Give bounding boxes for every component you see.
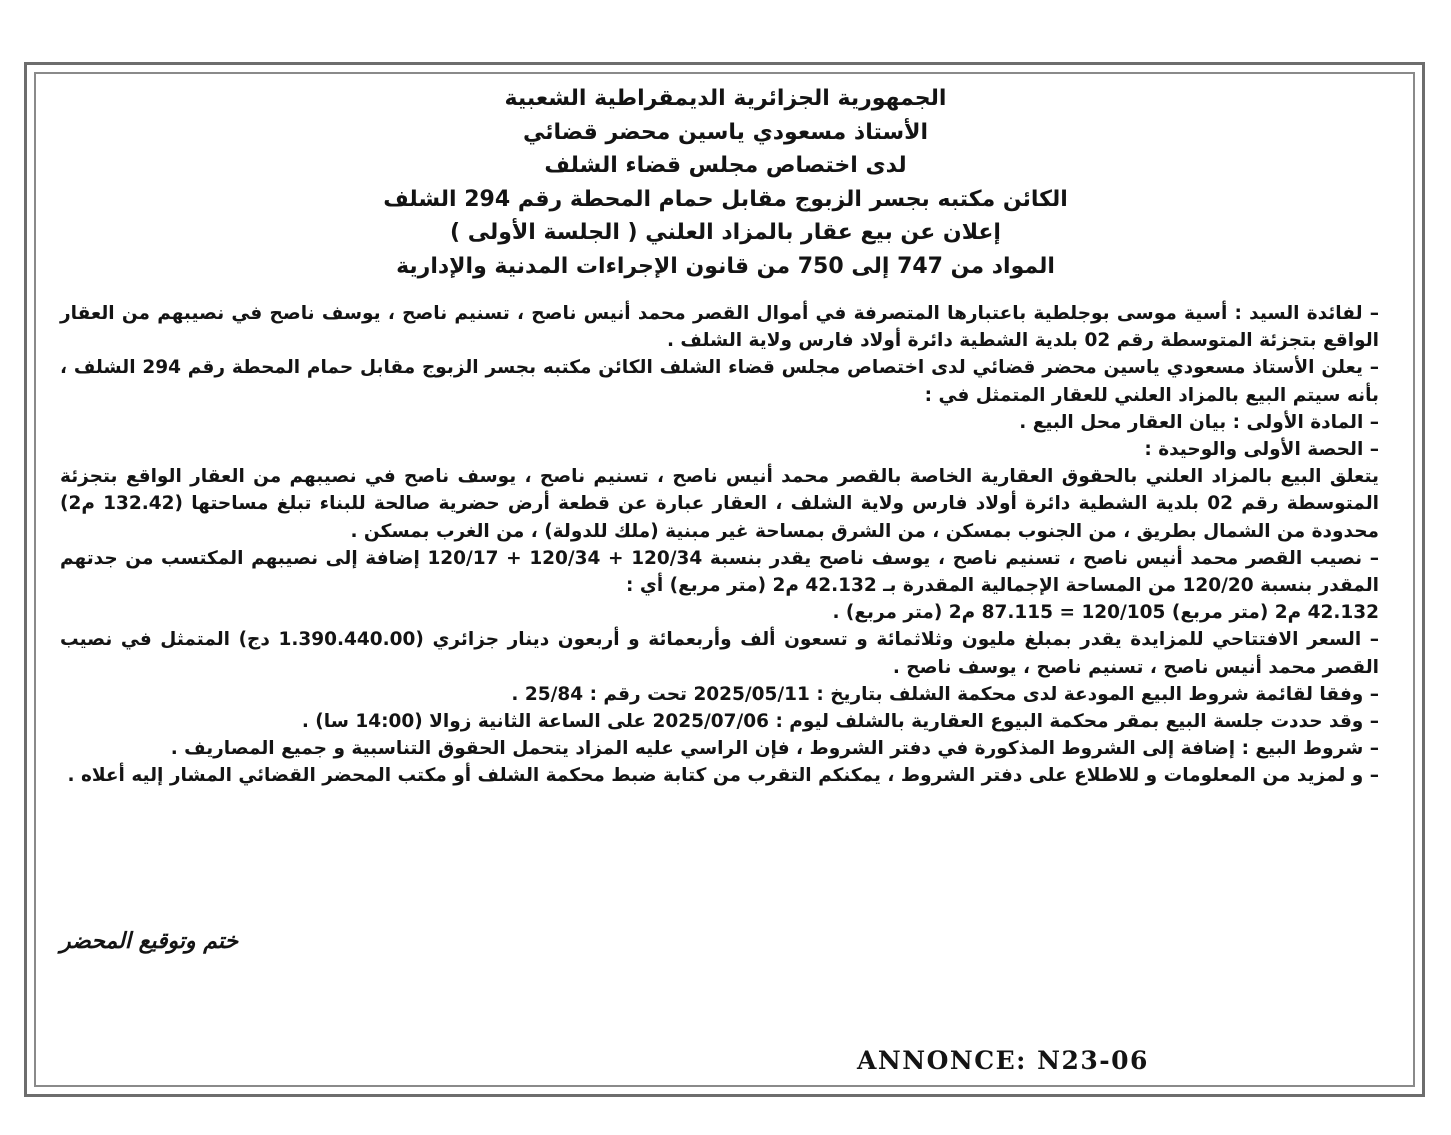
paragraph-beneficiary: – لفائدة السيد : أسية موسى بوجلطية باعتبارها المتصرفة في أموال القصر محمد أنيس ناصح ، تسنيم ناصح ، يوسف ناصح في نصيبهم من العقار الواقع بتجزئة المتوسطة رقم 02 بلدية الشطية دائرة أولاد فارس ولاية الشلف . (60, 303, 1379, 352)
paragraph-opening-price: – السعر الافتتاحي للمزايدة يقدر بمبلغ مليون وثلاثمائة و تسعون ألف وأربعمائة و أربعون دينار جزائري (1.390.440.00 دج) المتمثل في نصيب القصر محمد أنيس ناصح ، تسنيم ناصح ، يوسف ناصح . (60, 629, 1379, 678)
header-notice-title: إعلان عن بيع عقار بالمزاد العلني ( الجلسة الأولى ) (450, 220, 1001, 245)
paragraph-area-calculation: 42.132 م2 (متر مربع) 120/105 = 87.115 م2 (متر مربع) . (832, 602, 1379, 624)
header-jurisdiction: لدى اختصاص مجلس قضاء الشلف (544, 153, 907, 178)
signature-stamp-label: ختم وتوقيع المحضر (60, 928, 239, 954)
paragraph-share: – نصيب القصر محمد أنيس ناصح ، تسنيم ناصح ، يوسف ناصح يقدر بنسبة 120/34 + 120/34 + 120/17 إضافة إلى نصيبهم المكتسب من جدتهم المقدر بنسبة 120/20 من المساحة الإجمالية المقدرة بـ 42.132 م2 (متر مربع) أي : (60, 547, 1379, 597)
annonce-reference: ANNONCE: N23-06 (857, 1046, 1149, 1075)
paragraph-article-one: – المادة الأولى : بيان العقار محل البيع . (1019, 411, 1379, 433)
paragraph-conditions-list: – وفقا لقائمة شروط البيع المودعة لدى محكمة الشلف بتاريخ : 2025/05/11 تحت رقم : 25/84 . (511, 683, 1379, 705)
paragraph-lot-heading: – الحصة الأولى والوحيدة : (1144, 439, 1379, 461)
header-bailiff-name: الأستاذ مسعودي ياسين محضر قضائي (522, 119, 929, 145)
paragraph-property-description: يتعلق البيع بالمزاد العلني بالحقوق العقارية الخاصة بالقصر محمد أنيس ناصح ، تسنيم ناصح ، يوسف ناصح في نصيبهم من العقار الواقع بتجزئة المتوسطة رقم 02 بلدية الشطية دائرة أولاد فارس ولاية الشلف ، العقار عبارة عن قطعة أرض حضرية صالحة للبناء تبلغ مساحتها (132.42 م2) محدودة من الشمال بطريق ، من الجنوب بمسكن ، من الشرق بمساحة غير مبنية (ملك للدولة) ، من الغرب بمسكن . (60, 466, 1379, 542)
paragraph-sale-session: – وقد حددت جلسة البيع بمقر محكمة البيوع العقارية بالشلف ليوم : 2025/07/06 على الساعة الثانية زوالا (14:00 سا) . (301, 711, 1379, 733)
notice-body (60, 300, 1379, 790)
header-legal-articles: المواد من 747 إلى 750 من قانون الإجراءات المدنية والإدارية (396, 253, 1055, 279)
header-office-address: الكائن مكتبه بجسر الزبوج مقابل حمام المحطة رقم 294 الشلف (383, 186, 1068, 212)
header-country: الجمهورية الجزائرية الديمقراطية الشعبية (504, 86, 947, 111)
paragraph-announcement: – يعلن الأستاذ مسعودي ياسين محضر قضائي لدى اختصاص مجلس قضاء الشلف الكائن مكتبه بجسر الزبوج مقابل حمام المحطة رقم 294 الشلف ، بأنه سيتم البيع بالمزاد العلني للعقار المتمثل في : (60, 357, 1379, 406)
paragraph-more-info: – و لمزيد من المعلومات و للاطلاع على دفتر الشروط ، يمكنكم التقرب من كتابة ضبط محكمة الشلف أو مكتب المحضر القضائي المشار إليه أعلاه . (67, 765, 1379, 787)
notice-header (60, 82, 1391, 283)
paragraph-sale-conditions: – شروط البيع : إضافة إلى الشروط المذكورة في دفتر الشروط ، فإن الراسي عليه المزاد يتحمل الحقوق التناسبية و جميع المصاريف . (170, 738, 1379, 760)
